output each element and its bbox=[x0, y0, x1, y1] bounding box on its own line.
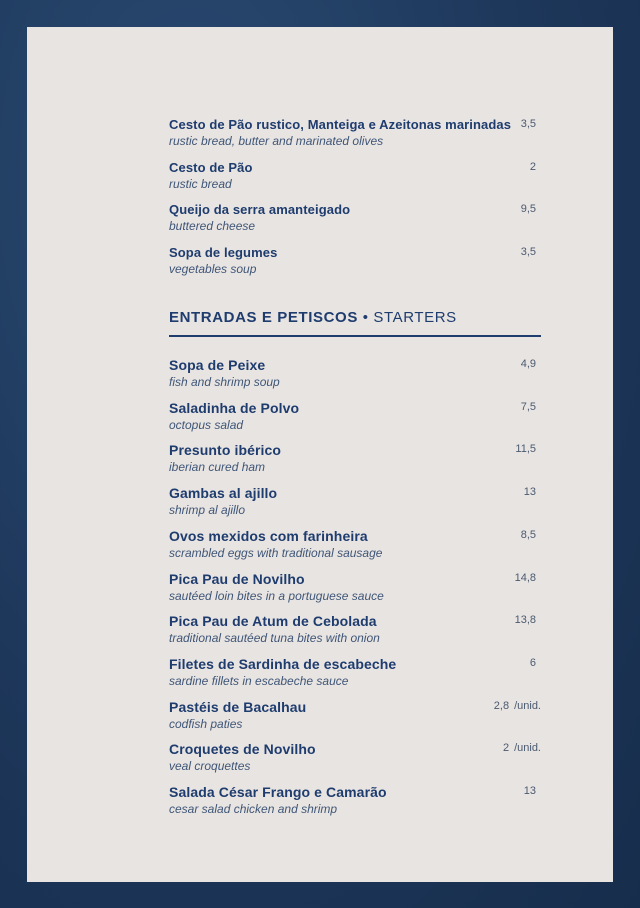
menu-item bbox=[169, 160, 541, 191]
menu-item bbox=[169, 571, 541, 603]
price-unit: /unid. bbox=[514, 699, 541, 712]
item-name: Sopa de legumes bbox=[169, 244, 278, 260]
item-price: 7,5 bbox=[520, 400, 536, 413]
menu-item bbox=[169, 613, 541, 645]
item-price: 4,9 bbox=[520, 358, 536, 370]
item-name: Pica Pau de Novilho bbox=[169, 570, 305, 587]
menu-item bbox=[169, 202, 541, 233]
menu-item bbox=[169, 357, 541, 389]
section-divider bbox=[169, 335, 541, 337]
item-name: Pica Pau de Atum de Cebolada bbox=[169, 613, 377, 630]
item-price: 11,5 bbox=[515, 443, 536, 456]
item-price bbox=[494, 700, 541, 712]
item-description: codfish paties bbox=[169, 716, 243, 731]
item-name: Presunto ibérico bbox=[169, 442, 282, 459]
item-name: Saladinha de Polvo bbox=[169, 399, 300, 416]
item-description: veal croquettes bbox=[169, 759, 251, 774]
item-price: 13,8 bbox=[514, 614, 536, 627]
item-name: Salada César Frango e Camarão bbox=[169, 784, 387, 800]
item-name: Cesto de Pão rustico, Manteiga e Azeitonas marinadas bbox=[169, 117, 512, 132]
item-description: buttered cheese bbox=[169, 219, 256, 233]
item-price: 3,5 bbox=[520, 118, 536, 130]
item-price: 6 bbox=[529, 656, 536, 669]
menu-item bbox=[169, 485, 541, 517]
menu-item bbox=[169, 528, 541, 560]
price-value: 2,8 bbox=[493, 699, 510, 712]
price-value: 2 bbox=[502, 742, 510, 755]
item-description: sardine fillets in escabeche sauce bbox=[169, 673, 349, 688]
item-description: rustic bread, butter and marinated olives bbox=[169, 134, 384, 148]
item-price: 13 bbox=[523, 785, 536, 797]
item-description: sautéed loin bites in a portuguese sauce bbox=[169, 588, 384, 603]
item-price: 3,5 bbox=[520, 245, 536, 258]
section-title-en: STARTERS bbox=[373, 309, 457, 326]
section-separator: • bbox=[362, 309, 369, 326]
menu-item bbox=[169, 656, 541, 688]
item-name: Cesto de Pão bbox=[169, 159, 253, 175]
item-description: cesar salad chicken and shrimp bbox=[169, 802, 338, 816]
menu-item bbox=[169, 442, 541, 474]
item-description: vegetables soup bbox=[169, 261, 257, 276]
item-description: shrimp al ajillo bbox=[169, 503, 246, 518]
item-description: scrambled eggs with traditional sausage bbox=[169, 545, 383, 560]
item-price: 9,5 bbox=[520, 203, 536, 215]
item-price bbox=[503, 742, 541, 754]
menu-item bbox=[169, 245, 541, 276]
item-name: Filetes de Sardinha de escabeche bbox=[169, 655, 397, 672]
item-description: octopus salad bbox=[169, 417, 244, 432]
item-name: Croquetes de Novilho bbox=[169, 741, 316, 758]
item-price: 13 bbox=[523, 486, 536, 499]
section-title-pt: ENTRADAS E PETISCOS bbox=[169, 309, 358, 326]
item-name: Ovos mexidos com farinheira bbox=[169, 527, 368, 544]
item-description: fish and shrimp soup bbox=[169, 375, 280, 389]
menu-item bbox=[169, 784, 541, 816]
item-price: 8,5 bbox=[520, 528, 536, 541]
menu-item bbox=[169, 117, 541, 148]
section-heading bbox=[169, 309, 457, 326]
item-name: Pastéis de Bacalhau bbox=[169, 698, 307, 715]
item-price: 2 bbox=[529, 160, 536, 173]
item-description: traditional sautéed tuna bites with onion bbox=[169, 631, 380, 646]
item-name: Gambas al ajillo bbox=[169, 485, 278, 502]
item-name: Queijo da serra amanteigado bbox=[169, 202, 351, 217]
item-name: Sopa de Peixe bbox=[169, 357, 266, 373]
price-unit: /unid. bbox=[514, 742, 541, 755]
item-price: 14,8 bbox=[514, 571, 536, 584]
menu-item bbox=[169, 699, 541, 731]
menu-item bbox=[169, 741, 541, 773]
item-description: iberian cured ham bbox=[169, 460, 266, 475]
menu-item bbox=[169, 400, 541, 432]
item-description: rustic bread bbox=[169, 176, 232, 191]
